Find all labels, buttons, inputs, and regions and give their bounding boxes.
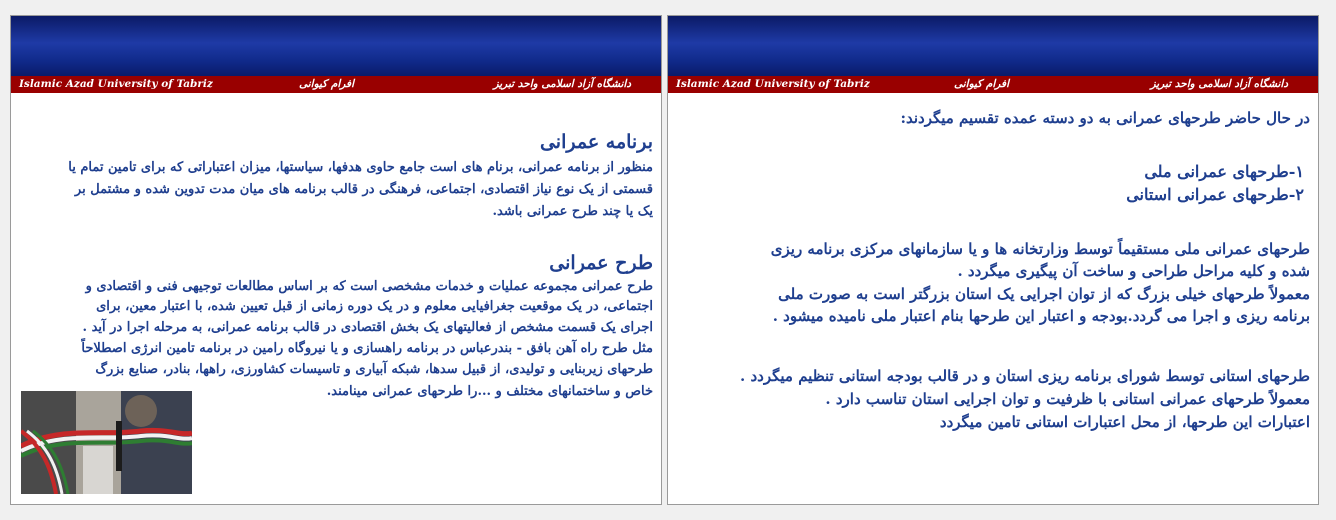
- national-line: برنامه ریزی و اجرا می گردد.بودجه و اعتبار این طرحها بنام اعتبار ملی نامیده میشود .: [772, 307, 1310, 325]
- provincial-line: معمولاً طرحهای عمرانی استانی با ظرفیت و توان اجرایی استان تناسب دارد .: [825, 390, 1310, 408]
- slide-left: [10, 15, 662, 505]
- program-line: منظور از برنامه عمرانی، برنام های است جامع حاوی هدفها، سیاستها، میزان اعتباراتی که برای تامین تمام یا: [68, 160, 653, 175]
- national-line: معمولاً طرحهای خیلی بزرگ که از توان اجرایی یک استان بزرگتر است به صورت ملی: [778, 285, 1310, 303]
- header-bar: [668, 76, 1318, 93]
- national-line: طرحهای عمرانی ملی مستقیماً توسط وزارتخانه ها و یا سازمانهای مرکزی برنامه ریزی: [770, 240, 1310, 258]
- university-english-name: Islamic Azad University of Tabriz: [19, 78, 213, 90]
- project-line: مثل طرح راه آهن بافق - بندرعباس در برنامه راهسازی و یا نیروگاه رامین در برنامه تامین انرژی اصطلاحاً: [81, 341, 653, 356]
- presenter-name: افرام کیوانی: [299, 78, 354, 90]
- provincial-line: طرحهای استانی توسط شورای برنامه ریزی استان و در قالب بودجه استانی تنظیم میگردد .: [740, 367, 1310, 385]
- program-line: یک یا چند طرح عمرانی باشد.: [492, 204, 653, 219]
- project-title: طرح عمرانی: [549, 252, 653, 274]
- project-line: اجرای یک قسمت مشخص از فعالیتهای یک بخش اقتصادی در قالب برنامه عمرانی، به مرحله اجرا در آید .: [82, 320, 653, 335]
- intro-text: در حال حاضر طرحهای عمرانی به دو دسته عمده تقسیم میگردند:: [900, 109, 1310, 127]
- program-title: برنامه عمرانی: [539, 131, 653, 153]
- presenter-name: افرام کیوانی: [954, 78, 1009, 90]
- slide-banner: [668, 16, 1318, 76]
- provincial-line: اعتبارات این طرحها، از محل اعتبارات استانی تامین میگردد: [939, 413, 1310, 431]
- university-english-name: Islamic Azad University of Tabriz: [676, 78, 870, 90]
- category-item: ۱-طرحهای عمرانی ملی: [1144, 162, 1304, 181]
- slide-right: [667, 15, 1319, 505]
- header-bar: [11, 76, 661, 93]
- project-line: طرحهای زیربنایی و تولیدی، از قبیل سدها، شبکه آبیاری و تاسیسات کشاورزی، راهها، بنادر، صنایع بزرگ: [95, 362, 653, 377]
- national-line: شده و کلیه مراحل طراحی و ساخت آن پیگیری میگردد .: [957, 262, 1310, 280]
- project-line: اجتماعی، در یک موقعیت جغرافیایی معلوم و در یک دوره زمانی از قبل تعیین شده، با اعتبار معین، برای: [96, 299, 653, 314]
- university-persian-name: دانشگاه آزاد اسلامی واحد تبریز: [493, 78, 631, 90]
- project-line: خاص و ساختمانهای مختلف و ...را طرحهای عمرانی مینامند.: [326, 384, 653, 399]
- slide-banner: [11, 16, 661, 76]
- category-item: ۲-طرحهای عمرانی استانی: [1126, 185, 1304, 204]
- project-line: طرح عمرانی مجموعه عملیات و خدمات مشخصی است که بر اساس مطالعات توجیهی فنی و اقتصادی و: [85, 279, 653, 294]
- university-persian-name: دانشگاه آزاد اسلامی واحد تبریز: [1150, 78, 1288, 90]
- slide-body: [678, 93, 1310, 504]
- program-line: قسمتی از یک نوع نیاز اقتصادی، اجتماعی، فرهنگی در قالب برنامه های میان مدت تدوین شده و مشتمل بر: [74, 182, 653, 197]
- ribbon-cutting-photo: [21, 391, 192, 494]
